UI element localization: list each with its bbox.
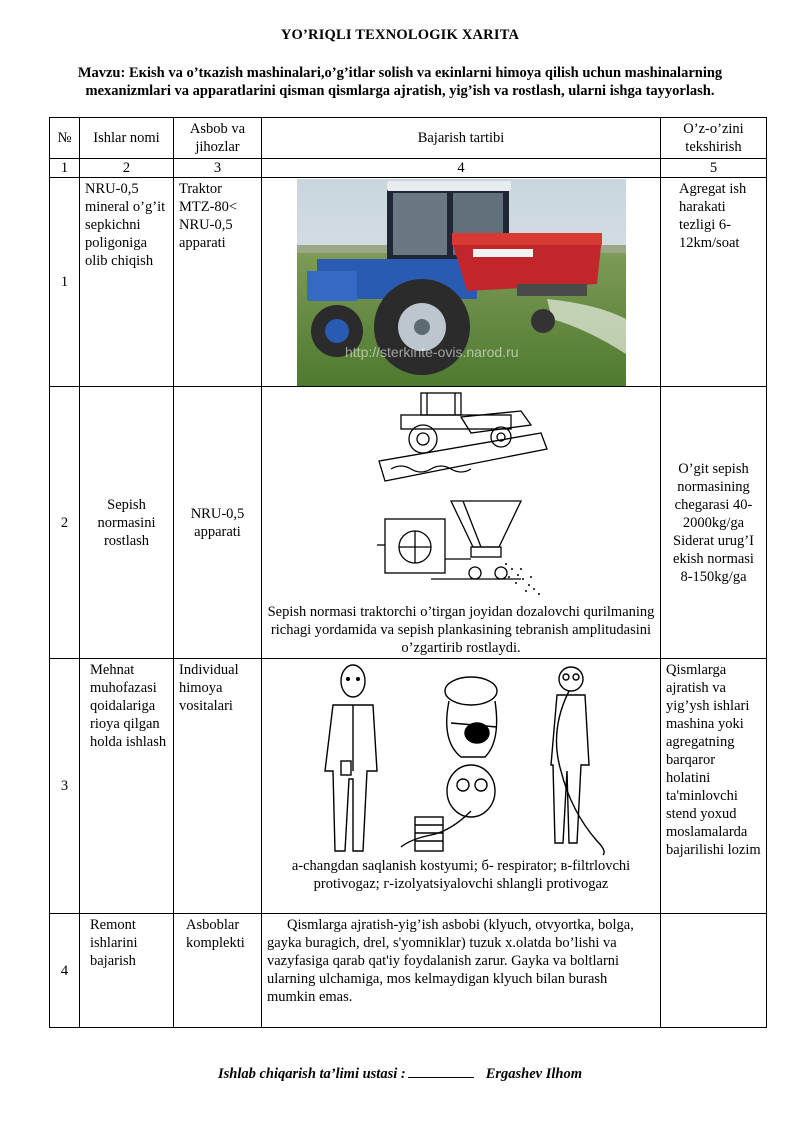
procedure-cell	[262, 659, 661, 914]
header-row	[50, 118, 767, 159]
header-tools: Asbob va jihozlar	[174, 118, 262, 159]
procedure-text: Sepish normasi traktorchi o’tirgan joyidan dozalovchi qurilmaning richagi yordamida va sepish plankasining tebranish amplitudasini o’zgartirib rostlaydi.	[267, 604, 655, 656]
row-number: 4	[50, 914, 80, 1028]
table-row	[50, 914, 767, 1028]
procedure-cell	[262, 914, 661, 1028]
row-number: 2	[50, 387, 80, 659]
table-row	[50, 387, 767, 659]
procedure-text: Qismlarga ajratish-yig’ish asbobi (klyuch, otvyortka, bolga, gayka buragich, drel, s'yomniklar) tuzuk x.olatda bo’lishi va vazyfasiga qarab qat'iy foydalanish zarur. Gayka va boltlarni ularning ulchamiga, mos kelmaydigan klyuch bilan burash mumkin emas.	[267, 917, 634, 1005]
signature-blank	[408, 1077, 474, 1078]
table-row	[50, 178, 767, 387]
signature-name: Ergashev Ilhom	[485, 1066, 583, 1082]
tools-text: Asboblar komplekti	[186, 917, 245, 951]
tools: Traktor MTZ-80< NRU-0,5 apparati	[174, 178, 262, 387]
table-row	[50, 659, 767, 914]
col-number: 2	[80, 159, 174, 178]
document-title: YO’RIQLI TEXNOLOGIK XARITA	[280, 27, 520, 43]
signature-line	[0, 1066, 800, 1083]
self-check	[661, 178, 767, 387]
work-name: Sepish normasini rostlash	[80, 387, 174, 659]
tractor-spreader-photo	[297, 179, 626, 386]
photo-watermark: http://sterkinte-ovis.narod.ru	[344, 344, 519, 360]
header-procedure: Bajarish tartibi	[262, 118, 661, 159]
spreader-diagram	[371, 389, 551, 601]
self-check-text: Agregat ish harakati tezligi 6-12km/soat	[679, 181, 747, 251]
self-check: Qismlarga ajratish va yig’ysh ishlari mashina yoki agregatning barqaror holatini ta'minlovchi stend yoxud moslamalarda bajarilishi lozim	[661, 659, 767, 914]
col-number: 5	[661, 159, 767, 178]
procedure-cell	[262, 387, 661, 659]
header-work-name: Ishlar nomi	[80, 118, 174, 159]
work-name	[80, 914, 174, 1028]
work-name	[80, 659, 174, 914]
col-number: 4	[262, 159, 661, 178]
protective-equipment-illustration	[311, 661, 611, 857]
header-self-check: O’z-o’zini tekshirish	[661, 118, 767, 159]
row-number: 1	[50, 178, 80, 387]
tools	[174, 914, 262, 1028]
work-name: NRU-0,5 mineral o’g’it sepkichni poligoniga olib chiqish	[80, 178, 174, 387]
row-number: 3	[50, 659, 80, 914]
work-name-text: Remont ishlarini bajarish	[90, 917, 138, 969]
self-check: O’git sepish normasining chegarasi 40-2000kg/ga Siderat urug’I ekish normasi 8-150kg/ga	[661, 387, 767, 659]
technology-map-table	[49, 117, 767, 1028]
procedure-text: a-changdan saqlanish kostyumi; б- respirator; в-filtrlovchi protivogaz; г-izolyatsiyalovchi shlangli protivogaz	[291, 858, 631, 892]
self-check	[661, 914, 767, 1028]
tools: NRU-0,5 apparati	[174, 387, 262, 659]
column-number-row	[50, 159, 767, 178]
col-number: 1	[50, 159, 80, 178]
header-number: №	[50, 118, 80, 159]
document-subject: Mavzu: Eкish va o’tкazish mashinalari,o’g’itlar solish va eкinlarni himoya qilish uchun mashinalarning mexanizmlari va apparatlarini qisman qismlarga ajratish, yig’ish va rostlash, ularni ishga tayyorlash.	[77, 65, 723, 99]
signature-label: Ishlab chiqarish ta’limi ustasi :	[217, 1066, 406, 1082]
work-name-text: Mehnat muhofazasi qoidalariga rioya qilgan holda ishlash	[90, 662, 167, 750]
tools: Individual himoya vositalari	[174, 659, 262, 914]
procedure-cell	[262, 178, 661, 387]
col-number: 3	[174, 159, 262, 178]
